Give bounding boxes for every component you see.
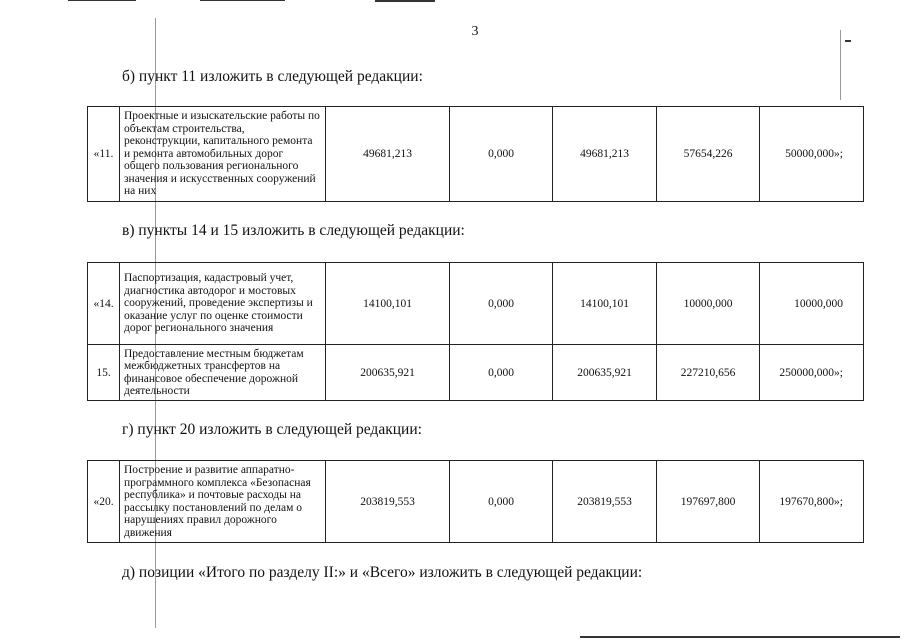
row-description: Предоставление местным бюджетам межбюджетных трансфертов на финансовое обеспечение дорожной деятельности [120,345,326,401]
value-cell: 14100,101 [553,263,657,345]
value-cell: 10000,000 [657,263,760,345]
table-row [88,461,864,543]
page-number: 3 [471,24,479,39]
value-cell: 200635,921 [326,345,450,401]
table-row [88,345,864,401]
value-cell: 227210,656 [657,345,760,401]
value-cell: 197670,800»; [760,461,864,543]
section-g-table [87,460,864,543]
table-row [88,107,864,202]
table-row [88,263,864,345]
section-b-table [87,106,864,202]
value-cell: 203819,553 [326,461,450,543]
scan-line-vertical-right [840,30,841,100]
row-description: Паспортизация, кадастровый учет, диагностика автодорог и мостовых сооружений, проведение экспертизы и оказание услуг по оценке стоимости дорог регионального значения [120,263,326,345]
scan-line-bottom-right [580,636,900,638]
value-cell: 49681,213 [553,107,657,202]
section-v-table [87,262,864,401]
value-cell: 250000,000»; [760,345,864,401]
section-v-heading: в) пункты 14 и 15 изложить в следующей редакции: [122,222,465,239]
value-cell: 57654,226 [657,107,760,202]
row-description: Проектные и изыскательские работы по объектам строительства, реконструкции, капитального ремонта и ремонта автомобильных дорог общего пользования регионального значения и искусственных сооружений на них [120,107,326,202]
scan-line-top-middle [200,0,285,1]
value-cell: 203819,553 [553,461,657,543]
value-cell: 0,000 [450,345,553,401]
row-description: Построение и развитие аппаратно-программного комплекса «Безопасная республика» и почтовые расходы на рассылку постановлений по делам о нарушениях правил дорожного движения [120,461,326,543]
value-cell: 50000,000»; [760,107,864,202]
row-number: «14. [88,263,120,345]
value-cell: 0,000 [450,461,553,543]
value-cell: 0,000 [450,107,553,202]
row-number: «20. [88,461,120,543]
value-cell: 49681,213 [326,107,450,202]
scan-line-top-right [375,0,435,2]
row-number: «11. [88,107,120,202]
value-cell: 10000,000 [760,263,864,345]
scan-mark-right [845,40,851,42]
scan-line-top-left [68,0,136,1]
section-g-heading: г) пункт 20 изложить в следующей редакции: [122,421,422,438]
section-d-heading: д) позиции «Итого по разделу II:» и «Всего» изложить в следующей редакции: [122,564,643,581]
value-cell: 200635,921 [553,345,657,401]
value-cell: 0,000 [450,263,553,345]
section-b-heading: б) пункт 11 изложить в следующей редакции: [122,68,423,85]
value-cell: 197697,800 [657,461,760,543]
row-number: 15. [88,345,120,401]
value-cell: 14100,101 [326,263,450,345]
